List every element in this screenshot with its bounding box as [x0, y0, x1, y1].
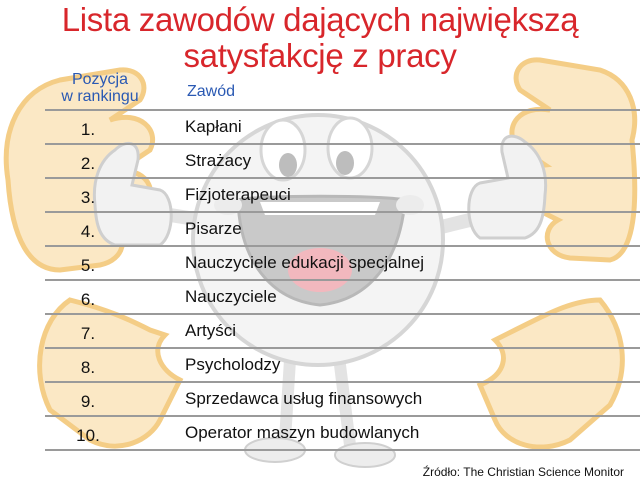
row-divider [45, 177, 640, 179]
rank-number: 7. [80, 324, 96, 343]
profession-name: Operator maszyn budowlanych [185, 423, 420, 442]
row-divider [45, 381, 640, 383]
page-title-line-1: Lista zawodów dających największą [61, 1, 579, 38]
row-divider [45, 347, 640, 349]
row-divider [45, 415, 640, 417]
row-divider [45, 143, 640, 145]
profession-name: Fizjoterapeuci [185, 185, 291, 204]
profession-name: Psycholodzy [185, 355, 281, 374]
rank-number: 3. [80, 188, 96, 207]
rank-number: 10. [76, 426, 100, 445]
row-divider [45, 449, 640, 451]
profession-column-header: Zawód [187, 83, 236, 100]
rank-header-line-2: w rankingu [61, 88, 139, 105]
source-credit: Źródło: The Christian Science Monitor [422, 465, 624, 479]
row-divider [45, 313, 640, 315]
profession-name: Strażacy [185, 151, 252, 170]
profession-name: Kapłani [185, 117, 242, 136]
thumbs-up-icon [430, 136, 546, 238]
profession-name: Sprzedawca usług finansowych [185, 389, 423, 408]
page-title-line-2: satysfakcję z pracy [183, 37, 457, 74]
rank-number: 2. [80, 154, 96, 173]
profession-name: Nauczyciele edukacji specjalnej [185, 253, 425, 272]
rank-number: 5. [80, 256, 96, 275]
rank-number: 8. [80, 358, 96, 377]
rank-column-header [50, 71, 150, 105]
rank-number: 9. [80, 392, 96, 411]
row-divider [45, 211, 640, 213]
row-divider [45, 245, 640, 247]
profession-name: Artyści [185, 321, 236, 340]
rank-number: 1. [80, 120, 96, 139]
profession-name: Nauczyciele [185, 287, 277, 306]
rank-number: 4. [80, 222, 96, 241]
profession-name: Pisarze [185, 219, 242, 238]
rank-header-line-1: Pozycja [71, 71, 129, 88]
row-divider [45, 109, 640, 111]
row-divider [45, 279, 640, 281]
rank-number: 6. [80, 290, 96, 309]
